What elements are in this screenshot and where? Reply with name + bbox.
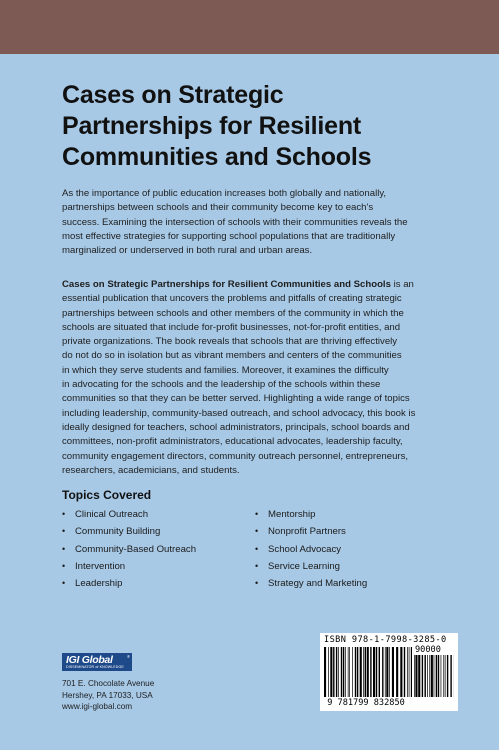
intro-line: partnerships between schools and their community become key to each's xyxy=(62,202,374,214)
barcode-bar xyxy=(418,655,420,697)
barcode-bar xyxy=(343,647,344,697)
description-line: schools are situated that include for-profit businesses, not-for-profit entities, and xyxy=(62,321,401,333)
bullet-icon: • xyxy=(255,509,259,519)
publisher-address xyxy=(62,678,154,713)
bullet-icon: • xyxy=(62,560,66,571)
topic-label: School Advocacy xyxy=(268,543,342,555)
barcode-bar xyxy=(447,655,448,697)
barcode-bar xyxy=(389,647,390,697)
barcode-bar xyxy=(370,647,371,697)
barcode-bar xyxy=(396,647,398,697)
barcode-bar xyxy=(352,647,353,697)
barcode-bar xyxy=(441,655,442,697)
topic-label: Community Building xyxy=(75,526,161,538)
intro-line: marginalized or underserved in both rural and urban areas. xyxy=(62,245,313,257)
topic-item xyxy=(255,506,367,523)
description-line: including leadership, community-based outreach, and school advocacy, this book is xyxy=(62,407,416,419)
barcode-bar xyxy=(427,655,428,697)
barcode-bar xyxy=(365,647,366,697)
barcode-bar xyxy=(382,647,383,697)
barcode-bar xyxy=(443,655,444,697)
barcode-bar xyxy=(373,647,375,697)
barcode-addon-bars xyxy=(414,655,454,697)
description-line: communities so that they can be better served. Highlighting a wide range of topics xyxy=(62,393,410,405)
barcode-bar xyxy=(386,647,388,697)
barcode-bar xyxy=(324,647,326,697)
barcode-bar xyxy=(338,647,339,697)
barcode-bar xyxy=(385,647,386,697)
barcode-bar xyxy=(349,647,350,697)
topic-label: Mentorship xyxy=(268,509,316,520)
top-color-band xyxy=(0,0,499,54)
description-line: in which they serve students and families. Moreover, it examines the difficulty xyxy=(62,364,389,376)
topic-label: Community-Based Outreach xyxy=(75,543,197,555)
topic-label: Strategy and Marketing xyxy=(268,578,368,590)
barcode-bar xyxy=(411,647,412,697)
address-line: www.igi-global.com xyxy=(62,702,133,711)
topics-list-left xyxy=(62,506,196,592)
description-paragraph xyxy=(62,278,450,478)
bullet-icon: • xyxy=(255,543,259,554)
barcode-number: 9 781799 832850 xyxy=(327,698,405,708)
barcode-bar xyxy=(333,647,334,697)
topics-list-right xyxy=(255,506,367,592)
title-line: Cases on Strategic xyxy=(62,81,284,109)
barcode-bars xyxy=(324,647,412,697)
bullet-icon: • xyxy=(255,560,259,571)
topic-item xyxy=(62,541,196,558)
barcode-bar xyxy=(341,647,342,697)
description-line: private organizations. The book reveals that schools that are thriving effectively xyxy=(62,336,398,348)
barcode-bar xyxy=(379,647,380,697)
topics-heading: Topics Covered xyxy=(62,488,152,502)
barcode-bar xyxy=(357,647,358,697)
barcode-bar xyxy=(367,647,369,697)
barcode-bar xyxy=(415,655,417,697)
intro-line: As the importance of public education increases both globally and nationally, xyxy=(62,188,387,199)
barcode-bar xyxy=(425,655,426,697)
price-code: 90000 xyxy=(415,645,441,655)
barcode-bar xyxy=(434,655,435,697)
bullet-icon: • xyxy=(62,543,66,554)
bullet-icon: • xyxy=(255,526,259,537)
barcode-bar xyxy=(409,647,410,697)
barcode-bar xyxy=(376,647,377,697)
logo-registered-mark: ® xyxy=(127,654,130,659)
topic-item xyxy=(255,558,367,575)
logo-tagline: DISSEMINATOR of KNOWLEDGE xyxy=(66,665,124,669)
description-line: is an xyxy=(390,279,414,290)
topic-label: Nonprofit Partners xyxy=(268,526,346,538)
address-line: Hershey, PA 17033, USA xyxy=(62,690,153,700)
isbn-barcode xyxy=(320,633,458,711)
intro-line: most effective strategies for supporting school populations that are traditionally xyxy=(62,230,396,242)
description-line: researchers, academicians, and students. xyxy=(62,464,240,476)
description-line: ideally designed for teachers, school administrators, principals, school boards and xyxy=(62,421,410,433)
isbn-label: ISBN 978-1-7998-3285-0 xyxy=(324,635,447,645)
barcode-bar xyxy=(336,647,337,697)
barcode-bar xyxy=(404,647,405,697)
topic-item xyxy=(255,523,367,540)
logo-text: IGI Global xyxy=(66,654,113,666)
barcode-bar xyxy=(422,655,423,697)
bullet-icon: • xyxy=(62,509,66,519)
barcode-bar xyxy=(400,647,402,697)
barcode-bar xyxy=(345,647,346,697)
barcode-bar xyxy=(328,647,329,697)
barcode-bar xyxy=(355,647,356,697)
bullet-icon: • xyxy=(62,578,66,589)
topic-item xyxy=(62,523,196,540)
topic-item xyxy=(62,506,196,523)
bullet-icon: • xyxy=(255,578,259,589)
intro-line: success. Examining the intersection of schools with their communities reveals the xyxy=(62,216,408,228)
intro-paragraph xyxy=(62,187,450,258)
topic-label: Clinical Outreach xyxy=(75,509,149,520)
barcode-bar xyxy=(450,655,451,697)
igi-global-logo xyxy=(62,653,132,671)
description-line: in advocating for the schools and the leadership of the schools within these xyxy=(62,379,381,391)
barcode-bar xyxy=(431,655,433,697)
description-line: community engagement directors, community outreach personnel, entrepreneurs, xyxy=(62,450,409,462)
description-book-title: Cases on Strategic Partnerships for Resilient Communities and Schools xyxy=(62,279,391,290)
topic-item xyxy=(255,541,367,558)
barcode-bar xyxy=(445,655,446,697)
description-line: do not do so in isolation but as vibrant members and centers of the communities xyxy=(62,350,402,362)
title-line: Communities and Schools xyxy=(62,143,372,171)
barcode-bar xyxy=(407,647,408,697)
barcode-bar xyxy=(436,655,437,697)
description-line: committees, non-profit administrators, educational advocates, leadership faculty, xyxy=(62,436,403,448)
description-line: essential publication that uncovers the problems and pitfalls of creating strategic xyxy=(62,293,402,305)
barcode-bar xyxy=(414,655,415,697)
barcode-bar xyxy=(429,655,430,697)
title-line: Partnerships for Resilient xyxy=(62,112,362,140)
barcode-bar xyxy=(330,647,332,697)
topic-label: Service Learning xyxy=(268,560,340,572)
barcode-bar xyxy=(360,647,362,697)
description-line: partnerships between schools and other members of the community in which the xyxy=(62,307,404,319)
topic-label: Intervention xyxy=(75,560,126,572)
topic-item xyxy=(255,575,367,592)
barcode-bar xyxy=(363,647,364,697)
bullet-icon: • xyxy=(62,526,66,537)
barcode-bar xyxy=(438,655,439,697)
topic-item xyxy=(62,575,196,592)
address-line: 701 E. Chocolate Avenue xyxy=(62,679,155,688)
book-title xyxy=(62,80,462,173)
barcode-bar xyxy=(392,647,394,697)
topic-label: Leadership xyxy=(75,578,123,590)
topic-item xyxy=(62,558,196,575)
barcode-bar xyxy=(348,647,349,697)
